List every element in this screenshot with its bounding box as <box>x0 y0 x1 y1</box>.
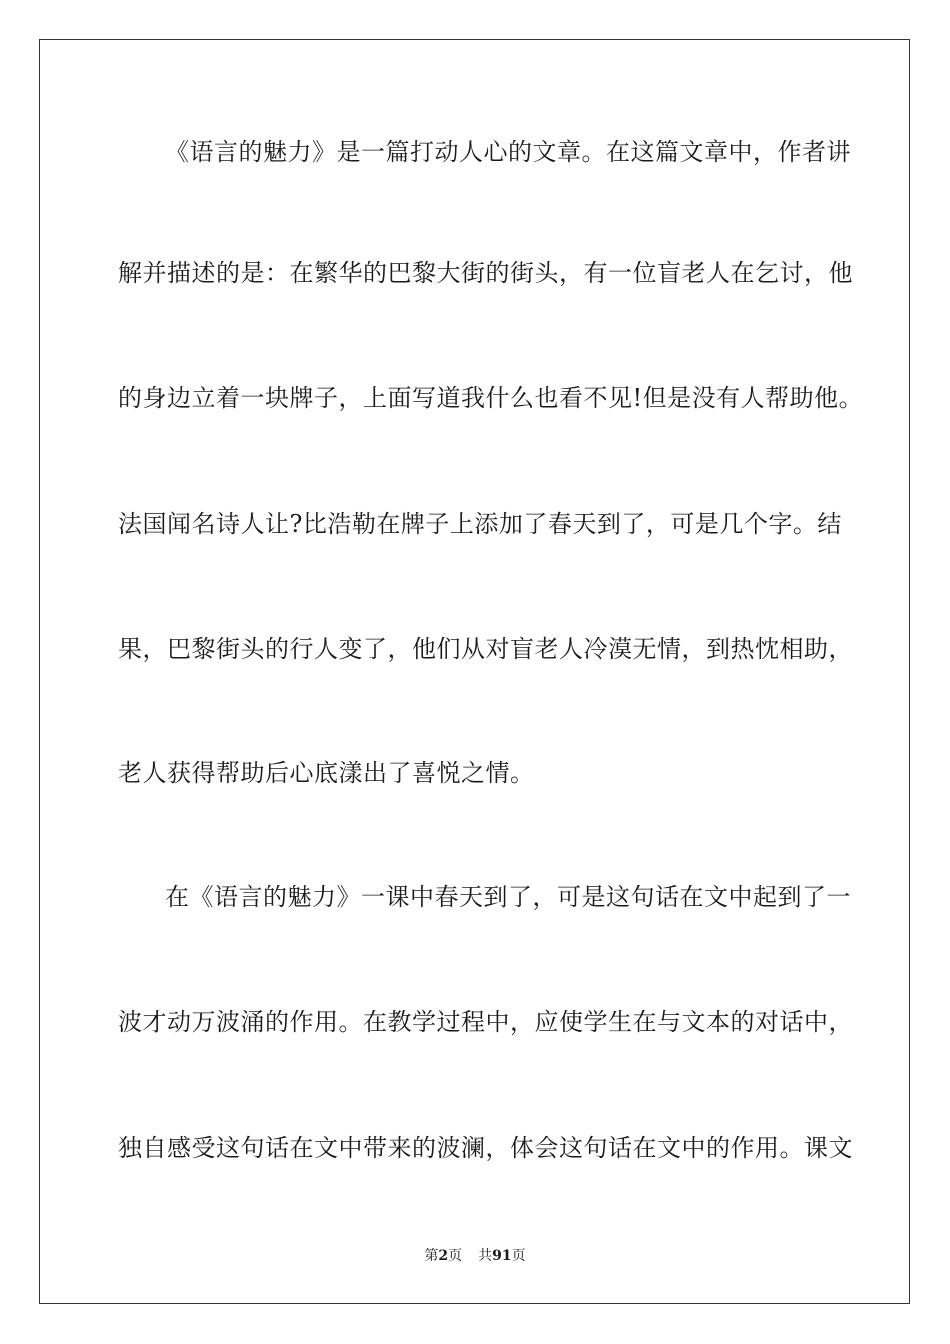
current-page-number: 2 <box>438 1248 449 1264</box>
total-pages-number: 91 <box>492 1248 512 1264</box>
page-footer <box>0 1247 950 1265</box>
paragraph-2-line-1: 在《语言的魅力》一课中春天到了，可是这句话在文中起到了一 <box>165 883 851 911</box>
paragraph-1-line-2: 解并描述的是：在繁华的巴黎大街的街头，有一位盲老人在乞讨，他 <box>118 259 853 287</box>
paragraph-1-line-1: 《语言的魅力》是一篇打动人心的文章。在这篇文章中，作者讲 <box>165 138 851 166</box>
paragraph-1-line-3: 的身边立着一块牌子，上面写道我什么也看不见!但是没有人帮助他。 <box>118 384 864 412</box>
paragraph-1-line-6: 老人获得帮助后心底漾出了喜悦之情。 <box>118 759 535 787</box>
paragraph-1-line-5: 果，巴黎街头的行人变了，他们从对盲老人冷漠无情，到热忱相助， <box>118 635 853 663</box>
page-frame <box>39 39 910 1304</box>
page-number-label: 第2页 <box>424 1248 463 1264</box>
paragraph-2-line-2: 波才动万波涌的作用。在教学过程中，应使学生在与文本的对话中， <box>118 1008 853 1036</box>
paragraph-2-line-3: 独自感受这句话在文中带来的波澜，体会这句话在文中的作用。课文 <box>118 1134 853 1162</box>
paragraph-1-line-4: 法国闻名诗人让?比浩勒在牌子上添加了春天到了，可是几个字。结 <box>118 510 842 538</box>
total-pages-label: 共91页 <box>478 1248 526 1264</box>
